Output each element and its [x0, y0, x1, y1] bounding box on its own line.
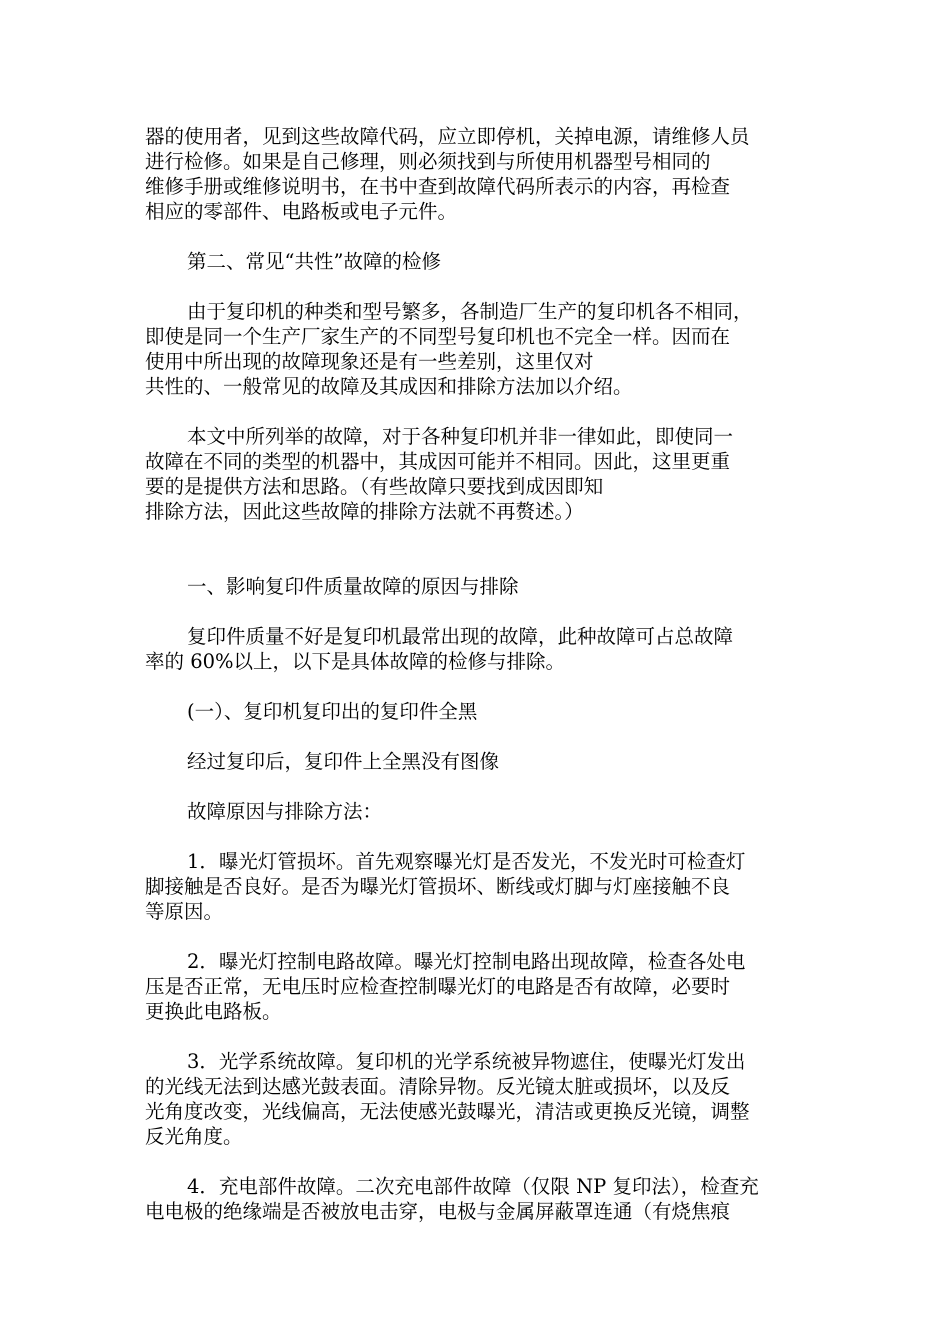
- text-line: 排除方法，因此这些故障的排除方法就不再赘述。）: [145, 500, 584, 523]
- paragraph: [145, 1174, 810, 1224]
- paragraph: [145, 699, 810, 724]
- text-line: 4．充电部件故障。二次充电部件故障（仅限 NP 复印法），检查充: [187, 1175, 759, 1198]
- text-line: 率的 60%以上，以下是具体故障的检修与排除。: [145, 650, 566, 673]
- text-line: 即使是同一个生产厂家生产的不同型号复印机也不完全一样。因而在: [145, 325, 731, 348]
- text-line: 复印件质量不好是复印机最常出现的故障，此种故障可占总故障: [187, 625, 734, 648]
- text-line: 1．曝光灯管损坏。首先观察曝光灯是否发光，不发光时可检查灯: [187, 850, 746, 873]
- text-line: 故障在不同的类型的机器中，其成因可能并不相同。因此，这里更重: [145, 450, 731, 473]
- text-line: 器的使用者，见到这些故障代码，应立即停机，关掉电源，请维修人员: [145, 125, 750, 148]
- text-line: 由于复印机的种类和型号繁多，各制造厂生产的复印机各不相同，: [187, 300, 753, 323]
- text-line: 第二、常见“共性”故障的检修: [187, 250, 441, 273]
- text-line: 进行检修。如果是自己修理，则必须找到与所使用机器型号相同的: [145, 150, 711, 173]
- paragraph-spacer: [145, 549, 810, 574]
- text-line: 脚接触是否良好。是否为曝光灯管损坏、断线或灯脚与灯座接触不良: [145, 875, 731, 898]
- paragraph: [145, 124, 810, 224]
- text-line: 光角度改变，光线偏高，无法使感光鼓曝光，清洁或更换反光镜，调整: [145, 1100, 750, 1123]
- text-line: 电电极的绝缘端是否被放电击穿，电极与金属屏蔽罩连通（有烧焦痕: [145, 1200, 731, 1223]
- text-line: 2．曝光灯控制电路故障。曝光灯控制电路出现故障，检查各处电: [187, 950, 746, 973]
- text-line: 反光角度。: [145, 1125, 243, 1148]
- paragraph: [145, 624, 810, 674]
- paragraph: [145, 424, 810, 524]
- text-line: 故障原因与排除方法：: [187, 800, 383, 823]
- text-line: 一、影响复印件质量故障的原因与排除: [187, 575, 519, 598]
- text-line: 共性的、一般常见的故障及其成因和排除方法加以介绍。: [145, 375, 633, 398]
- paragraph: [145, 1049, 810, 1149]
- text-line: 压是否正常，无电压时应检查控制曝光灯的电路是否有故障，必要时: [145, 975, 731, 998]
- paragraph: [145, 799, 810, 824]
- text-line: 3．光学系统故障。复印机的光学系统被异物遮住，使曝光灯发出: [187, 1050, 746, 1073]
- text-line: 等原因。: [145, 900, 224, 923]
- paragraph: [145, 249, 810, 274]
- text-line: 要的是提供方法和思路。（有些故障只要找到成因即知: [145, 475, 604, 498]
- paragraph: [145, 749, 810, 774]
- text-line: 经过复印后，复印件上全黑没有图像: [187, 750, 500, 773]
- text-line: 使用中所出现的故障现象还是有一些差别，这里仅对: [145, 350, 594, 373]
- text-line: (一）、复印机复印出的复印件全黑: [187, 700, 478, 723]
- document-page: [145, 124, 810, 1249]
- paragraph: [145, 849, 810, 924]
- paragraph: [145, 574, 810, 599]
- text-line: 更换此电路板。: [145, 1000, 282, 1023]
- paragraph: [145, 299, 810, 399]
- paragraph: [145, 949, 810, 1024]
- text-line: 的光线无法到达感光鼓表面。清除异物。反光镜太脏或损坏，以及反: [145, 1075, 731, 1098]
- text-line: 相应的零部件、电路板或电子元件。: [145, 200, 458, 223]
- text-line: 本文中所列举的故障，对于各种复印机并非一律如此，即使同一: [187, 425, 734, 448]
- document-body: [145, 124, 810, 1224]
- text-line: 维修手册或维修说明书，在书中查到故障代码所表示的内容，再检查: [145, 175, 731, 198]
